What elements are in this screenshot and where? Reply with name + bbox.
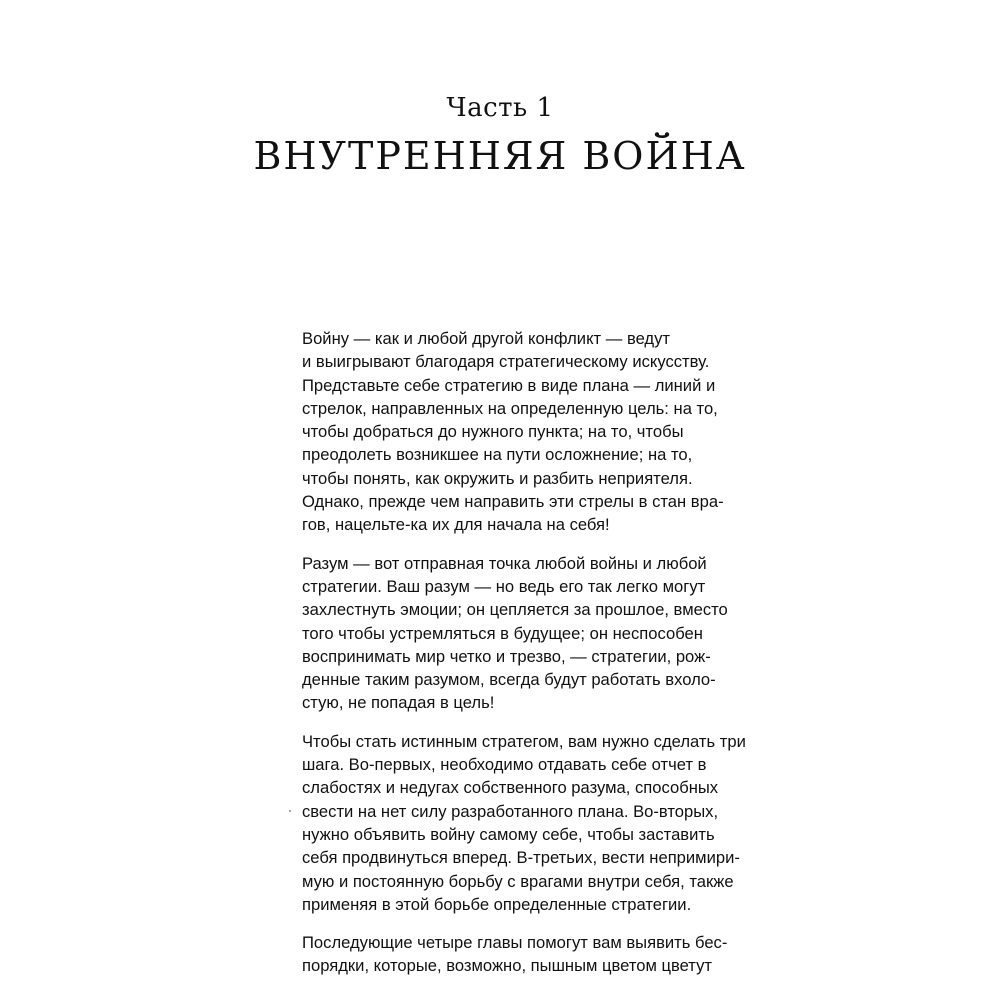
text-line: стрелок, направленных на определенную цель: на то, [302,398,718,418]
text-line: воспринимать мир четко и трезво, — стратегии, рож- [302,646,711,666]
text-line: Разум — вот отправная точка любой войны и любой [302,553,707,573]
text-line: шага. Во-первых, необходимо отдавать себе отчет в [302,755,707,775]
part-number: Часть 1 [446,93,554,123]
text-line: Представьте себе стратегию в виде плана — линий и [302,375,716,395]
text-line: чтобы понять, как окружить и разбить неприятеля. [302,468,693,488]
text-line: стратегии. Ваш разум — но ведь его так легко могут [302,576,706,596]
text-line: преодолеть возникшее на пути осложнение; на то, [302,445,693,465]
text-line: чтобы добраться до нужного пункта; на то, чтобы [302,422,684,442]
text-line: гов, нацельте-ка их для начала на себя! [302,515,610,535]
text-line: Однако, прежде чем направить эти стрелы в стан вра- [302,492,724,512]
text-line: свести на нет силу разработанного плана. Во-вторых, [302,801,719,821]
text-line: Войну — как и любой другой конфликт — ведут [302,329,671,348]
text-line: применяя в этой борьбе определенные стратегии. [302,894,692,914]
text-line: порядки, которые, возможно, пышным цветом цветут [302,956,712,976]
text-line: Чтобы стать истинным стратегом, вам нужно сделать три [302,731,746,751]
text-line: захлестнуть эмоции; он цепляется за прошлое, вместо [302,600,728,620]
margin-speck [289,810,291,812]
text-line: и выигрывают благодаря стратегическому искусству. [302,352,710,372]
text-line: себя продвинуться вперед. В-третьих, вести непримири- [302,848,740,868]
text-line: слабостях и недугах собственного разума, способных [302,778,719,798]
paragraph-3 [302,730,746,916]
text-line: нужно объявить войну самому себе, чтобы заставить [302,824,715,844]
text-line: Последующие четыре главы помогут вам выявить бес- [302,933,728,953]
paragraph-1 [302,327,722,537]
paragraph-2 [302,552,728,715]
text-line: мую и постоянную борьбу с врагами внутри себя, также [302,871,734,891]
text-line: денные таким разумом, всегда будут работать вхоло- [302,670,716,690]
paragraph-4 [302,931,728,978]
text-line: того чтобы устремляться в будущее; он неспособен [302,623,703,643]
body-text [302,327,746,993]
text-line: стую, не попадая в цель! [302,693,495,713]
part-title: ВНУТРЕННЯЯ ВОЙНА [253,134,747,178]
